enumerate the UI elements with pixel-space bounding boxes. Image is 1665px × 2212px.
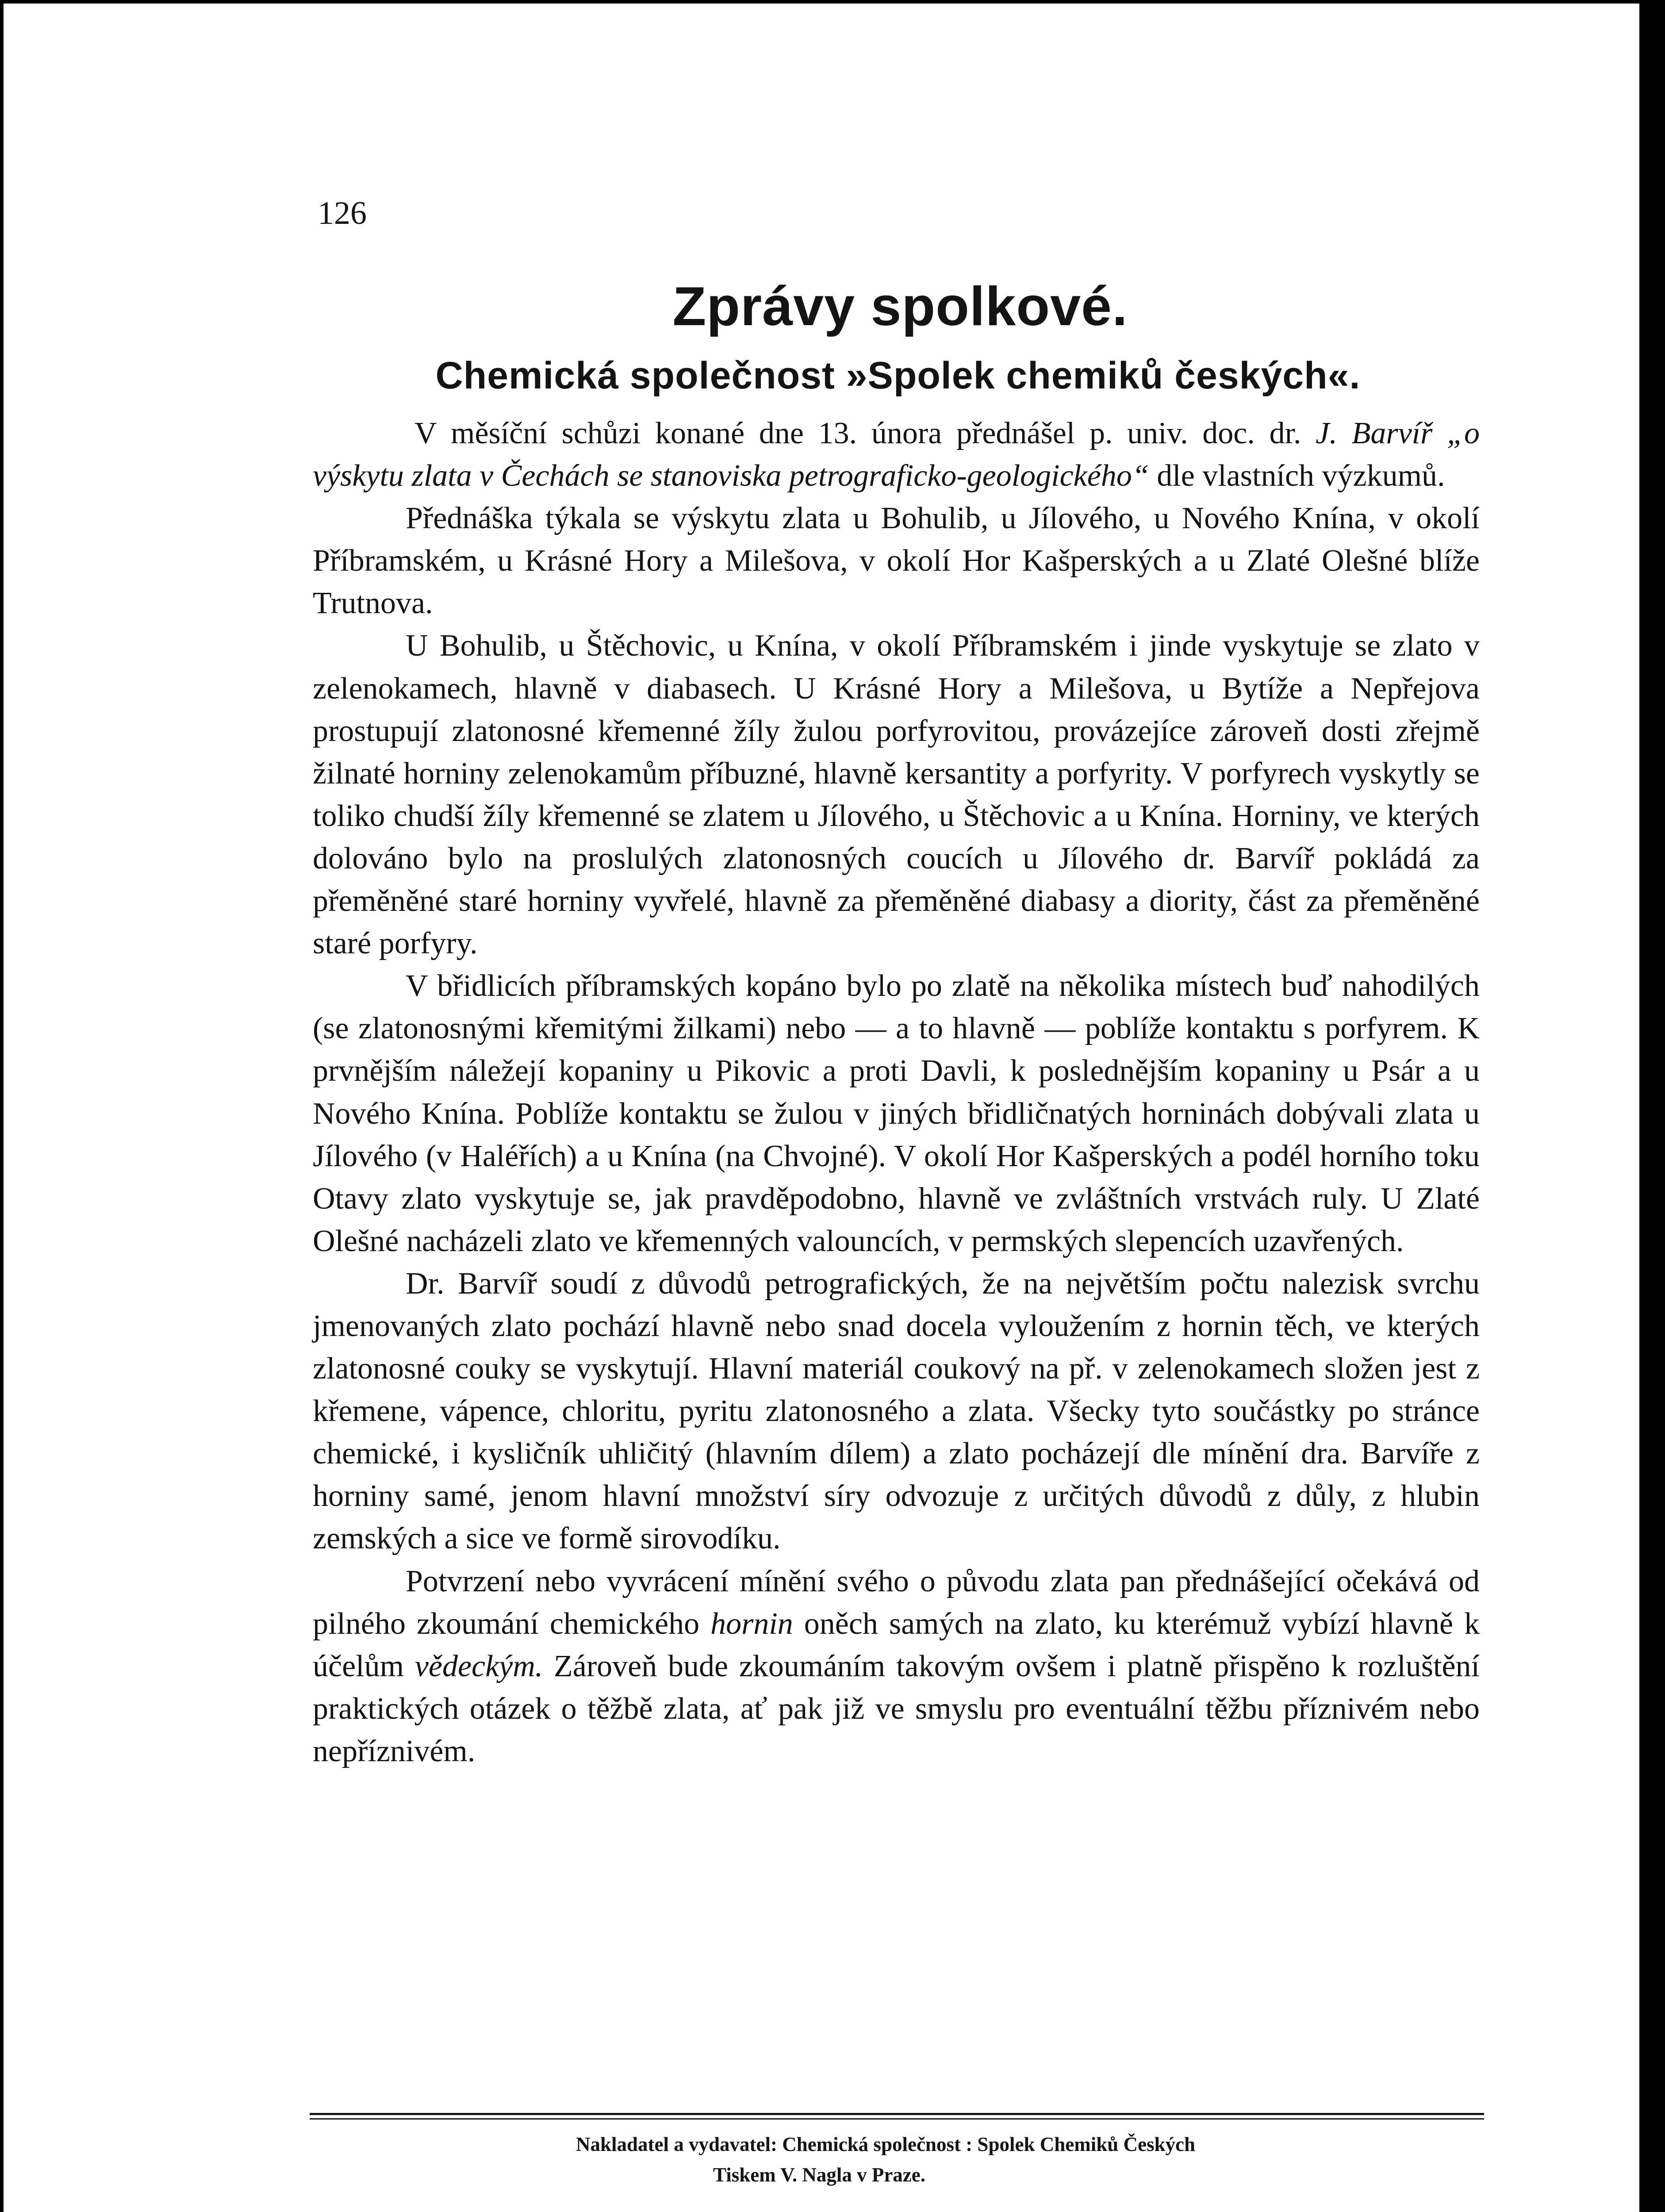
footer-rule-thin: [310, 2118, 1484, 2120]
paragraph-1-end: dle vlastních výzkumů.: [1149, 459, 1445, 493]
paragraph-6-part-c: oněch samých na zlato, ku kterémuž vybízí hlavně k účelům: [313, 1606, 1480, 1683]
lecture-title: J. Barvíř „o výskytu zlata v Čechách se stanoviska petrograficko-geologického“: [313, 416, 1480, 493]
scan-border-top: [0, 0, 1665, 4]
page-number: 126: [318, 195, 367, 231]
paragraph-4: V břidlicích příbramských kopáno bylo po zlatě na několika místech buď nahodilých (se zlatonosnými křemitými žilkami) nebo — a to hlavně — poblíže kontaktu s porfyrem. K prvnějším náležejí kopaniny u Pikovic a proti Davli, k poslednějším kopaniny u Psár a u Nového Knína. Poblíže kontaktu se žulou v jiných břidličnatých horninách dobývali zlata u Jílového (v Haléřích) a u Knína (na Chvojné). V okolí Hor Kašperských a podél horního toku Otavy zlato vyskytuje se, jak pravděpodobno, hlavně ve zvláštních vrstvách ruly. U Zlaté Olešné nacházeli zlato ve křemenných valouncích, v permských slepencích uzavřených.: [313, 969, 1480, 1258]
paragraph-6-part-e: Zároveň bude zkoumáním takovým ovšem i platně přispěno k rozluštění praktických otázek o těžbě zlata, ať pak již ve smyslu pro eventuální těžbu příznivém nebo nepříznivém.: [313, 1649, 1480, 1768]
paragraph-1-intro: V měsíční schůzi konané dne 13. února přednášel p. univ. doc. dr.: [414, 416, 1316, 450]
paragraph-6: [313, 1560, 1480, 1773]
section-subtitle: Chemická společnost »Spolek chemiků českých«.: [435, 354, 1361, 397]
emphasis-vedeckym: vědeckým.: [414, 1649, 543, 1683]
paragraph-6-part-a: Potvrzení nebo vyvrácení mínění svého o původu zlata pan přednášející očekává od pilného zkoumání chemického: [313, 1564, 1480, 1641]
paragraph-3: U Bohulib, u Štěchovic, u Knína, v okolí Příbramském i jinde vyskytuje se zlato v zelenokamech, hlavně v diabasech. U Krásné Hory a Milešova, u Bytíže a Nepřejova prostupují zlatonosné křemenné žíly žulou porfyrovitou, provázejíce zároveň dosti zřejmě žilnaté horniny zelenokamům příbuzné, hlavně kersantity a porfyrity. V porfyrech vyskytly se toliko chudší žíly křemenné se zlatem u Jílového, u Štěchovic a u Knína. Horniny, ve kterých dolováno bylo na proslulých zlatonosných coucích u Jílového dr. Barvíř pokládá za přeměněné staré horniny vyvřelé, hlavně za přeměněné diabasy a diority, část za přeměněné staré porfyry.: [313, 629, 1480, 961]
article-body: [313, 412, 1480, 1773]
paragraph-2: Přednáška týkala se výskytu zlata u Bohulib, u Jílového, u Nového Knína, v okolí Příbramském, u Krásné Hory a Milešova, v okolí Hor Kašperských a u Zlaté Olešné blíže Trutnova.: [313, 501, 1480, 621]
emphasis-hornin: hornin: [710, 1606, 793, 1641]
footer-rule-thick: [310, 2113, 1484, 2115]
page-title: Zprávy spolkové.: [672, 276, 1128, 337]
publisher-line: Nakladatel a vydavatel: Chemická společnost : Spolek Chemiků Českých: [575, 2133, 1196, 2155]
printer-line: Tiskem V. Nagla v Praze.: [713, 2164, 925, 2186]
paragraph-5: Dr. Barvíř soudí z důvodů petrografických, že na největším počtu nalezisk svrchu jmenovaných zlato pochází hlavně nebo snad docela vyloužením z hornin těch, ve kterých zlatonosné couky se vyskytují. Hlavní materiál coukový na př. v zelenokamech složen jest z křemene, vápence, chloritu, pyritu zlatonosného a zlata. Všecky tyto součástky po stránce chemické, i kysličník uhličitý (hlavním dílem) a zlato pocházejí dle mínění dra. Barvíře z horniny samé, jenom hlavní množství síry odvozuje z určitých důvodů z důly, z hlubin zemských a sice ve formě sirovodíku.: [313, 1266, 1480, 1556]
paragraph-1: [313, 412, 1480, 497]
